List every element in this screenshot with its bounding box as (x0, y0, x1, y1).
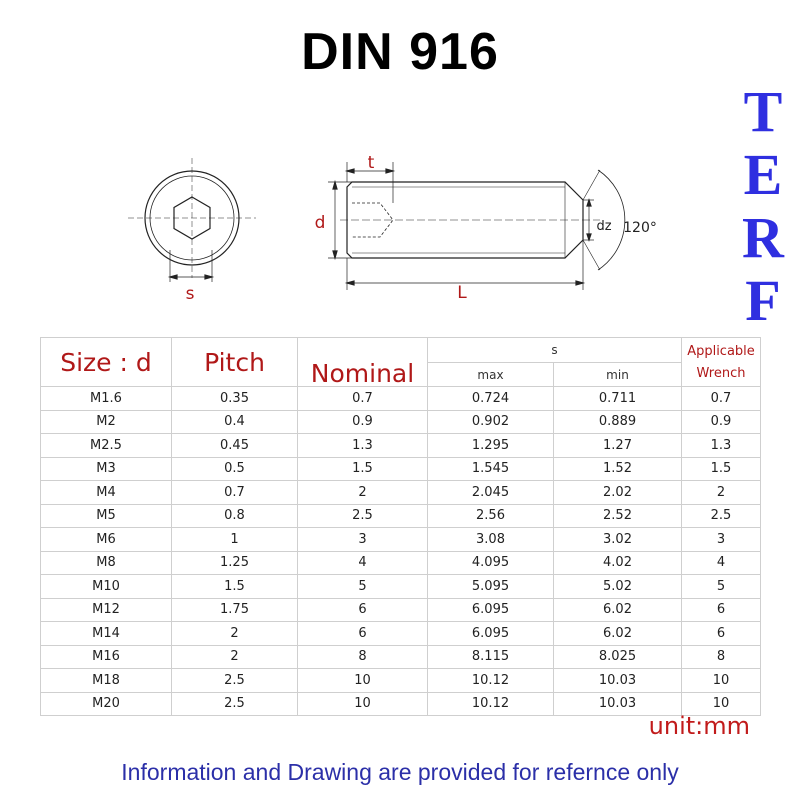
cell-size: M5 (41, 504, 172, 528)
cell-wrench: 8 (682, 645, 761, 669)
cell-pitch: 0.5 (172, 457, 298, 481)
cell-wrench: 6 (682, 622, 761, 646)
table-row (41, 504, 761, 528)
table-row (41, 622, 761, 646)
cell-wrench: 10 (682, 692, 761, 716)
cell-size: M16 (41, 645, 172, 669)
header-nominal: Nominal (298, 363, 428, 387)
cell-nominal: 3 (298, 528, 428, 552)
header-s-group: s (428, 338, 682, 363)
cell-nominal: 6 (298, 598, 428, 622)
cell-min: 2.02 (554, 481, 682, 505)
cell-size: M18 (41, 669, 172, 693)
cell-min: 6.02 (554, 622, 682, 646)
cell-pitch: 2 (172, 622, 298, 646)
header-wrench-line1: Applicable (682, 338, 761, 363)
cell-pitch: 0.7 (172, 481, 298, 505)
cell-max: 10.12 (428, 692, 554, 716)
cell-pitch: 2.5 (172, 692, 298, 716)
table-row (41, 528, 761, 552)
cell-max: 1.545 (428, 457, 554, 481)
cell-size: M14 (41, 622, 172, 646)
cell-min: 0.889 (554, 410, 682, 434)
cell-wrench: 1.3 (682, 434, 761, 458)
cell-pitch: 1.75 (172, 598, 298, 622)
cell-wrench: 1.5 (682, 457, 761, 481)
cell-pitch: 0.4 (172, 410, 298, 434)
cell-nominal: 1.3 (298, 434, 428, 458)
cell-max: 6.095 (428, 598, 554, 622)
cell-pitch: 0.45 (172, 434, 298, 458)
cell-pitch: 1 (172, 528, 298, 552)
brand-letter: E (743, 142, 783, 207)
cell-size: M1.6 (41, 387, 172, 411)
cell-size: M20 (41, 692, 172, 716)
cell-pitch: 0.35 (172, 387, 298, 411)
table-row (41, 669, 761, 693)
cell-nominal: 10 (298, 669, 428, 693)
cell-nominal: 8 (298, 645, 428, 669)
table-body (41, 387, 761, 716)
cell-wrench: 10 (682, 669, 761, 693)
cell-nominal: 10 (298, 692, 428, 716)
disclaimer-note: Information and Drawing are provided for refernce only (121, 759, 679, 785)
cell-wrench: 2.5 (682, 504, 761, 528)
cell-pitch: 1.5 (172, 575, 298, 599)
cell-nominal: 4 (298, 551, 428, 575)
unit-label: unit:mm (648, 712, 750, 740)
cell-pitch: 2 (172, 645, 298, 669)
dim-label-d: d (314, 213, 326, 233)
brand-letter: T (743, 79, 783, 144)
cell-min: 1.52 (554, 457, 682, 481)
cell-max: 0.902 (428, 410, 554, 434)
cell-min: 10.03 (554, 692, 682, 716)
cell-wrench: 5 (682, 575, 761, 599)
table-row (41, 575, 761, 599)
cell-size: M10 (41, 575, 172, 599)
cell-min: 0.711 (554, 387, 682, 411)
header-size: Size : d (41, 338, 172, 387)
cell-max: 0.724 (428, 387, 554, 411)
cell-max: 3.08 (428, 528, 554, 552)
cell-size: M2 (41, 410, 172, 434)
brand-letter: F (745, 268, 781, 333)
cell-min: 10.03 (554, 669, 682, 693)
cell-nominal: 5 (298, 575, 428, 599)
cell-wrench: 0.7 (682, 387, 761, 411)
cell-size: M3 (41, 457, 172, 481)
cell-pitch: 2.5 (172, 669, 298, 693)
side-view (328, 162, 625, 290)
cell-wrench: 2 (682, 481, 761, 505)
cell-max: 2.045 (428, 481, 554, 505)
cell-max: 8.115 (428, 645, 554, 669)
table-row (41, 410, 761, 434)
dim-label-t: t (367, 153, 375, 173)
dim-label-s: s (185, 284, 195, 304)
cell-max: 5.095 (428, 575, 554, 599)
table-row (41, 434, 761, 458)
end-view (128, 158, 256, 282)
table-row (41, 645, 761, 669)
dimensions-table (40, 337, 761, 716)
table-row (41, 551, 761, 575)
cell-wrench: 3 (682, 528, 761, 552)
cell-size: M6 (41, 528, 172, 552)
cell-max: 10.12 (428, 669, 554, 693)
cell-wrench: 0.9 (682, 410, 761, 434)
header-wrench-line2: Wrench (682, 363, 761, 387)
cell-max: 1.295 (428, 434, 554, 458)
cell-pitch: 1.25 (172, 551, 298, 575)
cell-size: M8 (41, 551, 172, 575)
cell-nominal: 6 (298, 622, 428, 646)
page-title: DIN 916 (301, 23, 499, 81)
cell-min: 2.52 (554, 504, 682, 528)
cell-max: 6.095 (428, 622, 554, 646)
cell-nominal: 2 (298, 481, 428, 505)
cell-size: M4 (41, 481, 172, 505)
dim-label-angle: 120° (623, 220, 657, 236)
table-row (41, 387, 761, 411)
brand-logo (738, 80, 788, 332)
header-pitch: Pitch (172, 338, 298, 387)
table-row (41, 457, 761, 481)
cell-min: 4.02 (554, 551, 682, 575)
cell-pitch: 0.8 (172, 504, 298, 528)
cell-nominal: 2.5 (298, 504, 428, 528)
dim-label-L: L (457, 283, 467, 303)
cell-min: 5.02 (554, 575, 682, 599)
cell-size: M12 (41, 598, 172, 622)
cell-min: 1.27 (554, 434, 682, 458)
cell-wrench: 4 (682, 551, 761, 575)
cell-min: 6.02 (554, 598, 682, 622)
cell-min: 3.02 (554, 528, 682, 552)
cell-nominal: 0.7 (298, 387, 428, 411)
header-max: max (428, 363, 554, 387)
table-row (41, 598, 761, 622)
cell-size: M2.5 (41, 434, 172, 458)
set-screw-drawing (0, 140, 700, 310)
dim-label-dz: dz (596, 219, 612, 234)
cell-max: 4.095 (428, 551, 554, 575)
table-row (41, 481, 761, 505)
cell-min: 8.025 (554, 645, 682, 669)
cell-max: 2.56 (428, 504, 554, 528)
cell-nominal: 1.5 (298, 457, 428, 481)
cell-nominal: 0.9 (298, 410, 428, 434)
cell-wrench: 6 (682, 598, 761, 622)
header-min: min (554, 363, 682, 387)
brand-letter: R (742, 205, 784, 270)
